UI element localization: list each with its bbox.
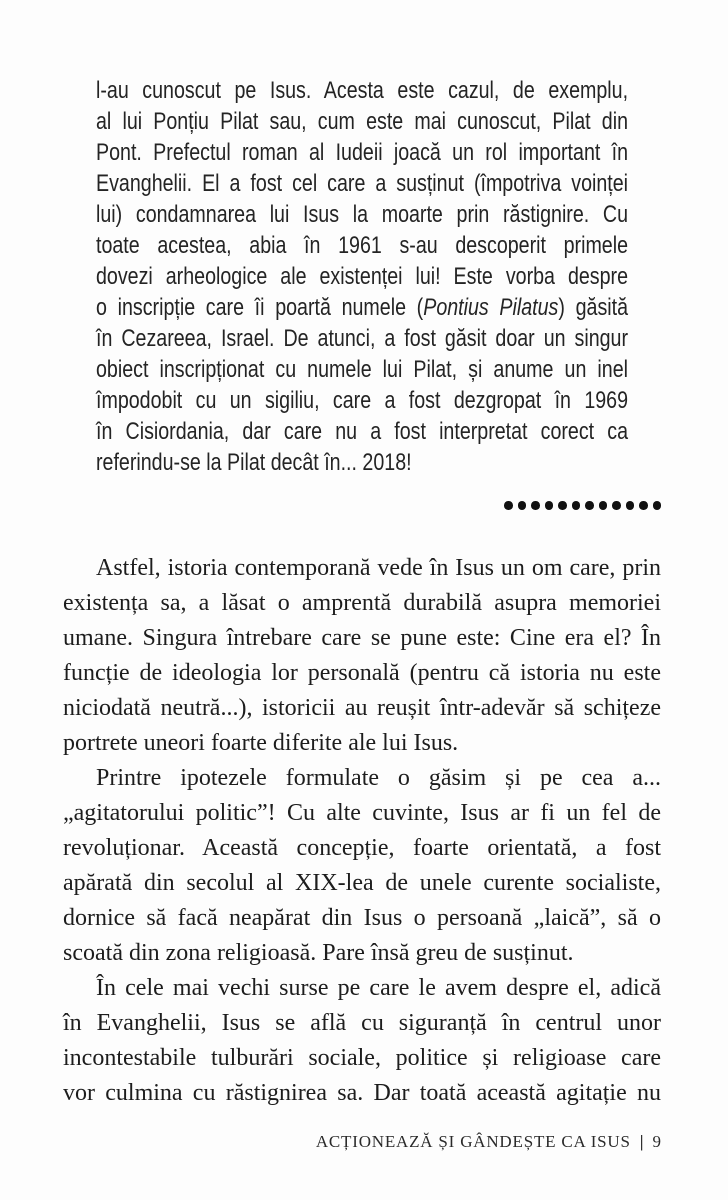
text-line: Evanghelii. El a fost cel care a susținut (împotriva voinței: [96, 170, 629, 197]
page-footer: [316, 1132, 661, 1152]
dot: [585, 501, 594, 510]
text-line: umane. Singura întrebare care se pune este: Cine era el? În: [63, 625, 661, 651]
text-line: lui) condamnarea lui Isus la moarte prin răstignire. Cu: [96, 201, 629, 228]
text-line: toate acestea, abia în 1961 s-au descoperit primele: [96, 232, 629, 259]
dot: [653, 501, 662, 510]
text-line: dornice să facă neapărat din Isus o persoană „laică”, să o: [63, 905, 661, 931]
dot: [558, 501, 567, 510]
text-line: Printre ipotezele formulate o găsim și pe cea a...: [96, 765, 661, 791]
dot: [531, 501, 540, 510]
text-line: Pont. Prefectul roman al Iudeii joacă un rol important în: [96, 139, 629, 166]
body-text: [63, 551, 661, 1111]
text-line: În cele mai vechi surse pe care le avem despre el, adică: [96, 975, 661, 1001]
paragraph-2: [63, 761, 661, 971]
text-line: incontestabile tulburări sociale, politice și religioase care: [63, 1045, 661, 1071]
text-line: vor culmina cu răstignirea sa. Dar toată această agitație nu: [63, 1080, 661, 1106]
footer-separator: |: [639, 1132, 644, 1151]
dot: [612, 501, 621, 510]
section-separator-dots: [504, 501, 661, 510]
text-line: în Cisiordania, dar care nu a fost interpretat corect ca: [96, 418, 629, 445]
text-line: în Cezareea, Israel. De atunci, a fost găsit doar un singur: [96, 325, 629, 352]
block-quote: [96, 75, 628, 478]
text-line: al lui Ponțiu Pilat sau, cum este mai cunoscut, Pilat din: [96, 108, 629, 135]
text-line: existența sa, a lăsat o amprentă durabilă asupra memoriei: [63, 590, 661, 616]
paragraph-3: [63, 971, 661, 1111]
dot: [572, 501, 581, 510]
text-line: scoată din zona religioasă. Pare însă greu de susținut.: [63, 940, 574, 966]
text-line: revoluționar. Această concepție, foarte orientată, a fost: [63, 835, 661, 861]
text-line: obiect inscripționat cu numele lui Pilat, și anume un inel: [96, 356, 629, 383]
text-line: împodobit cu un sigiliu, care a fost dezgropat în 1969: [96, 387, 629, 414]
dot: [518, 501, 527, 510]
dot: [599, 501, 608, 510]
text-line: Astfel, istoria contemporană vede în Isus un om care, prin: [96, 555, 661, 581]
text-line: l-au cunoscut pe Isus. Acesta este cazul, de exemplu,: [96, 77, 629, 104]
text-line: apărată din secolul al XIX-lea de unele curente socialiste,: [63, 870, 661, 896]
text-line: funcție de ideologia lor personală (pentru că istoria nu este: [63, 660, 661, 686]
text-line: dovezi arheologice ale existenței lui! Este vorba despre: [96, 263, 629, 290]
text-line: portrete uneori foarte diferite ale lui Isus.: [63, 730, 459, 756]
dot: [639, 501, 648, 510]
paragraph-1: [63, 551, 661, 761]
footer-book-title: ACȚIONEAZĂ ȘI GÂNDEȘTE CA ISUS: [315, 1132, 631, 1151]
text-line: niciodată neutră...), istoricii au reușit într-adevăr să schițeze: [63, 695, 661, 721]
text-line: referindu-se la Pilat decât în... 2018!: [96, 449, 412, 476]
dot: [504, 501, 513, 510]
dot: [545, 501, 554, 510]
dot: [626, 501, 635, 510]
text-line: o inscripție care îi poartă numele (Pontius Pilatus) găsită: [96, 294, 629, 321]
footer-page-number: 9: [652, 1132, 661, 1151]
text-line: „agitatorului politic”! Cu alte cuvinte, Isus ar fi un fel de: [63, 800, 661, 826]
text-line: în Evanghelii, Isus se află cu siguranță în centrul unor: [63, 1010, 661, 1036]
